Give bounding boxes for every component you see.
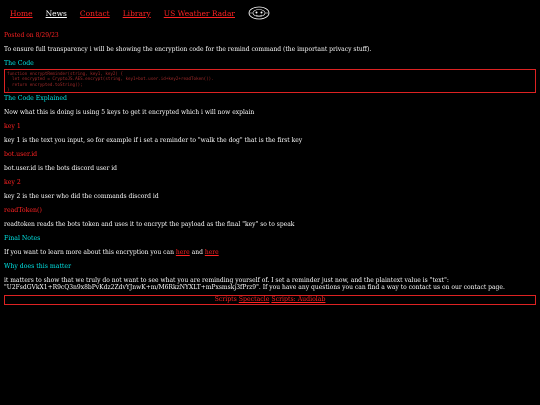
final-notes-title: Final Notes [4, 235, 41, 242]
code-line: function encryptReminder(string, key1, key2) { [7, 71, 123, 76]
explained-text: Now what this is doing is using 5 keys to get it encrypted which i will now explain [4, 109, 255, 116]
post-date: Posted on 8/29/23 [4, 32, 59, 39]
code-line: } [7, 87, 10, 93]
why-matters-text: it matters to show that we truly do not want to see what you are reminding yourself of. I set a reminder just now, and the plaintext value is "text": "U2FsdGVkX1+R9cQ3n9x8bPvKdz2ZdvYJnwK+m/M6RkzNYXLT+mPxsmskj3fPrz9". If you have any questions you can find a way to contact us on our contact page. [4, 277, 505, 291]
botid-text: bot.user.id is the bots discord user id [4, 165, 117, 172]
code-section-title: The Code [4, 60, 34, 67]
learn-more-link-1[interactable]: here [175, 249, 190, 256]
code-block [4, 69, 536, 93]
top-nav [10, 6, 270, 20]
footer-prefix: Scripts [214, 296, 239, 303]
final-notes-prefix: If you want to learn more about this encryption you can [4, 249, 176, 256]
explained-section-title: The Code Explained [4, 95, 68, 102]
nav-news-link[interactable]: News [45, 8, 67, 18]
footer-spectacle-link[interactable]: Spectacle [238, 296, 270, 303]
why-matters-title: Why does this matter [4, 263, 72, 270]
key1-text: key 1 is the text you input, so for example if i set a reminder to "walk the dog" that is the first key [4, 137, 303, 144]
key2-title: key 2 [4, 179, 21, 186]
key1-title: key 1 [4, 123, 21, 130]
post-intro: To ensure full transparency i will be showing the encryption code for the remind command (the important privacy stuff). [4, 46, 372, 53]
code-line: return encrypted.toString(); [7, 81, 83, 87]
post-content [4, 32, 536, 305]
footer-audiolab-link[interactable]: Scripts: Audiolab [271, 296, 326, 303]
key2-text: key 2 is the user who did the commands discord id [4, 193, 159, 200]
readtoken-text: readtoken reads the bots token and uses it to encrypt the payload as the final "key" so to speak [4, 221, 295, 228]
nav-library-link[interactable]: Library [122, 8, 151, 18]
final-notes-mid: and [189, 249, 205, 256]
footer-banner [4, 295, 536, 305]
learn-more-link-2[interactable]: here [204, 249, 219, 256]
nav-weather-radar-link[interactable]: US Weather Radar [163, 8, 235, 18]
botid-title: bot.user.id [4, 151, 38, 158]
nav-home-link[interactable]: Home [10, 8, 33, 18]
alien-emblem-icon[interactable] [248, 6, 270, 20]
code-line: let encrypted = CryptoJS.AES.encrypt(string, key1+bot.user.id+key2+readToken()). [7, 76, 214, 82]
nav-contact-link[interactable]: Contact [79, 8, 110, 18]
readtoken-title: readToken() [4, 207, 42, 214]
final-notes-text [4, 249, 536, 256]
